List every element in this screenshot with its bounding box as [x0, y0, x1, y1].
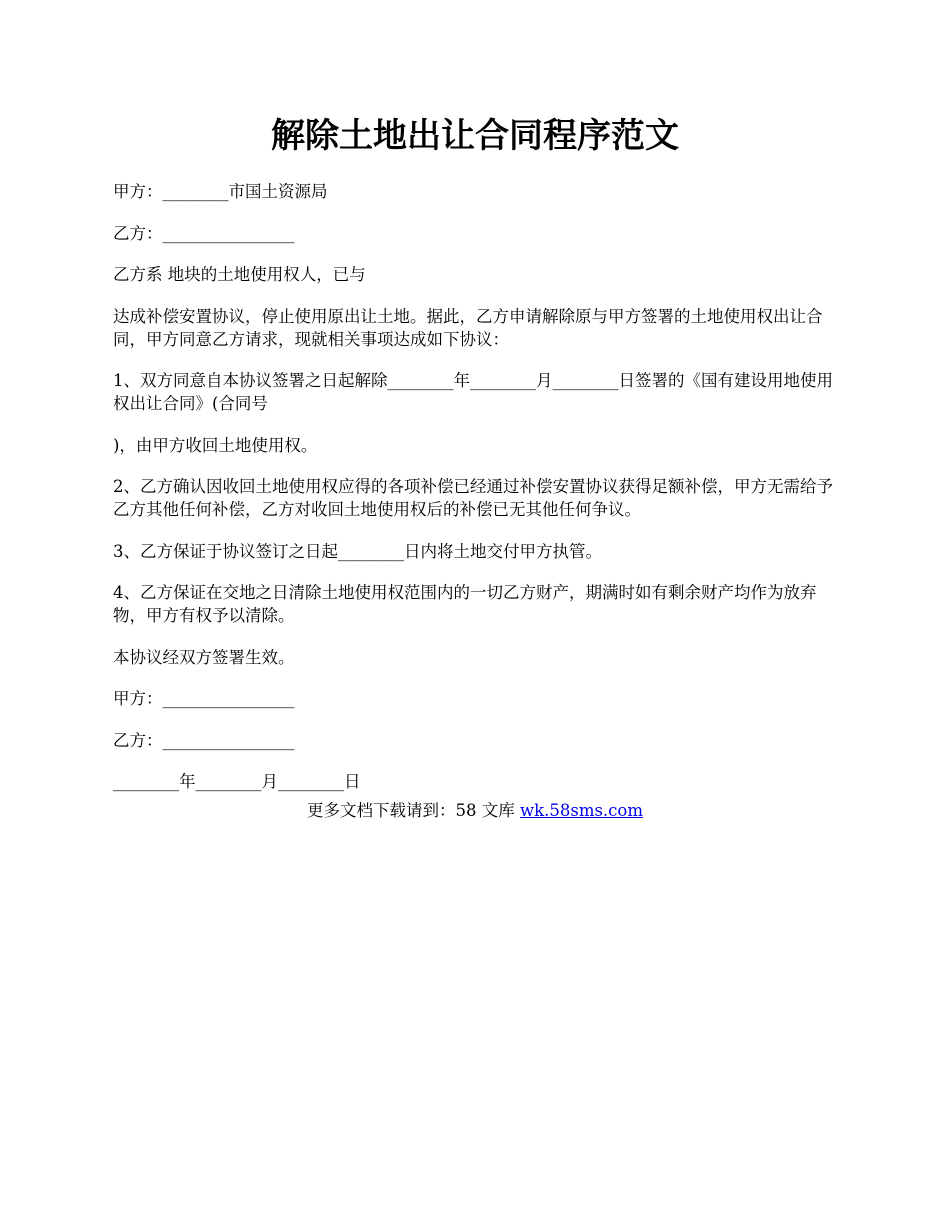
signature-party-b: 乙方：________________	[113, 730, 295, 750]
signature-date: ________年________月________日	[113, 772, 361, 791]
party-a-line: 甲方：________市国土资源局	[113, 182, 328, 201]
footer	[0, 799, 950, 822]
party-b-line: 乙方：________________	[113, 223, 295, 243]
document-title: 解除土地出让合同程序范文	[271, 116, 679, 156]
preamble-paragraph: 达成补偿安置协议，停止使用原出让土地。据此，乙方申请解除原与甲方签署的土地使用权出让合同，甲方同意乙方请求，现就相关事项达成如下协议：	[113, 306, 823, 349]
effective-statement: 本协议经双方签署生效。	[113, 647, 295, 667]
clause-1-continued: )，由甲方收回土地使用权。	[113, 435, 318, 455]
footer-text: 更多文档下载请到：58 文库	[306, 801, 520, 820]
clause-2: 2、乙方确认因收回土地使用权应得的各项补偿已经通过补偿安置协议获得足额补偿，甲方无需给予乙方其他任何补偿，乙方对收回土地使用权后的补偿已无其他任何争议。	[113, 477, 833, 519]
party-b-owner-line: 乙方系 地块的土地使用权人，已与	[113, 265, 366, 284]
clause-4: 4、乙方保证在交地之日清除土地使用权范围内的一切乙方财产，期满时如有剩余财产均作为放弃物，甲方有权予以清除。	[113, 583, 817, 625]
clause-1: 1、双方同意自本协议签署之日起解除________年________月________日签署的《国有建设用地使用权出让合同》(合同号	[113, 371, 833, 413]
signature-party-a: 甲方：________________	[113, 689, 295, 708]
document-body	[113, 180, 843, 812]
footer-link[interactable]: wk.58sms.com	[519, 801, 643, 820]
clause-3: 3、乙方保证于协议签订之日起________日内将土地交付甲方执管。	[113, 541, 602, 561]
